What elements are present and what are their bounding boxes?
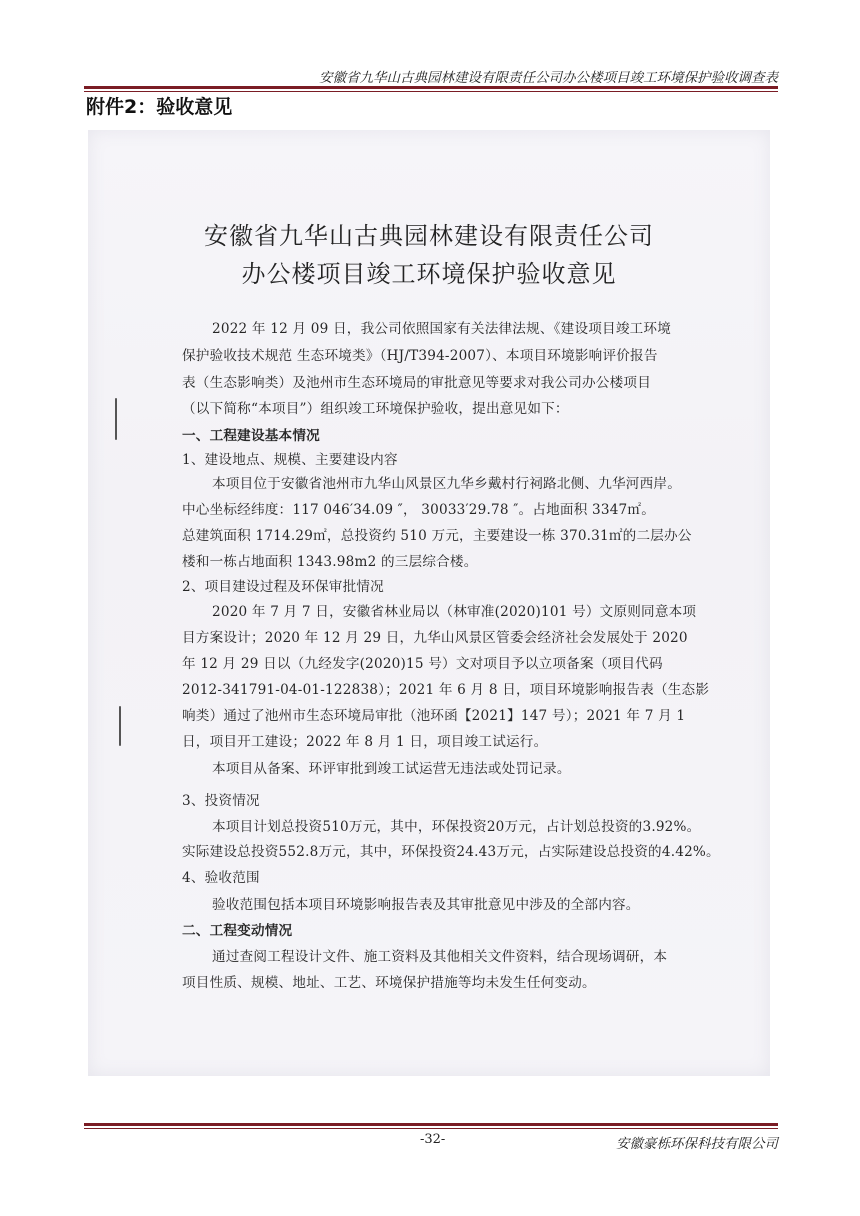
body-line: （以下简称“本项目”）组织竣工环境保护验收，提出意见如下： (182, 401, 569, 417)
body-line: 项目性质、规模、地址、工艺、环境保护措施等均未发生任何变动。 (182, 975, 596, 991)
body-line: 年 12 月 29 日以（九经发字(2020)15 号）文对项目予以立项备案（项目代码 (182, 656, 663, 672)
section-heading: 一、工程建设基本情况 (182, 428, 320, 444)
body-line: 中心坐标经纬度：117 046′34.09 ″， 30033′29.78 ″。占地面积 3347㎡。 (182, 502, 655, 518)
scanned-page (88, 130, 770, 1076)
subsection-heading: 1、建设地点、规模、主要建设内容 (182, 452, 398, 468)
body-line: 本项目计划总投资510万元，其中，环保投资20万元，占计划总投资的3.92%。 (212, 819, 701, 835)
body-line: 本项目位于安徽省池州市九华山风景区九华乡戴村行祠路北侧、九华河西岸。 (212, 476, 681, 492)
page-number: -32- (420, 1132, 446, 1147)
attachment-title: 附件2：验收意见 (86, 96, 233, 118)
subsection-heading: 4、验收范围 (182, 870, 260, 886)
running-header: 安徽省九华山古典园林建设有限责任公司办公楼项目竣工环境保护验收调查表 (319, 70, 778, 86)
body-line: 本项目从备案、环评审批到竣工试运营无违法或处罚记录。 (212, 761, 571, 777)
subsection-heading: 3、投资情况 (182, 793, 260, 809)
body-line: 验收范围包括本项目环境影响报告表及其审批意见中涉及的全部内容。 (212, 897, 640, 913)
document-title-line1: 安徽省九华山古典园林建设有限责任公司 (204, 222, 654, 250)
body-line: 2020 年 7 月 7 日，安徽省林业局以（林审准(2020)101 号）文原则同意本项 (212, 604, 697, 620)
section-heading: 二、工程变动情况 (182, 923, 293, 939)
margin-mark (119, 706, 121, 746)
body-line: 总建筑面积 1714.29㎡，总投资约 510 万元，主要建设一栋 370.31㎡的二层办公 (182, 528, 692, 544)
footer-company: 安徽豪栎环保科技有限公司 (616, 1136, 778, 1152)
body-line: 2012-341791-04-01-122838）；2021 年 6 月 8 日，项目环境影响报告表（生态影 (182, 682, 710, 698)
footer-rule-thin (84, 1128, 778, 1129)
margin-mark (115, 398, 117, 440)
body-line: 通过查阅工程设计文件、施工资料及其他相关文件资料，结合现场调研，本 (212, 949, 668, 965)
body-line: 日，项目开工建设；2022 年 8 月 1 日，项目竣工试运行。 (182, 734, 548, 750)
body-line: 表（生态影响类）及池州市生态环境局的审批意见等要求对我公司办公楼项目 (182, 375, 651, 391)
subsection-heading: 2、项目建设过程及环保审批情况 (182, 579, 384, 595)
body-line: 2022 年 12 月 09 日，我公司依照国家有关法律法规、《建设项目竣工环境 (212, 321, 672, 337)
body-line: 保护验收技术规范 生态环境类》（HJ/T394-2007）、本项目环境影响评价报告 (182, 348, 658, 364)
body-line: 实际建设总投资552.8万元，其中，环保投资24.43万元，占实际建设总投资的4.42%。 (182, 844, 720, 860)
body-line: 楼和一栋占地面积 1343.98m2 的三层综合楼。 (182, 554, 478, 570)
header-rule-thick (84, 86, 778, 89)
document-title-line2: 办公楼项目竣工环境保护验收意见 (241, 260, 617, 288)
footer-rule-thick (84, 1123, 778, 1126)
body-line: 响类）通过了池州市生态环境局审批（池环函【2021】147 号）；2021 年 7 月 1 (182, 708, 686, 724)
body-line: 目方案设计；2020 年 12 月 29 日，九华山风景区管委会经济社会发展处于 2020 (182, 630, 688, 646)
